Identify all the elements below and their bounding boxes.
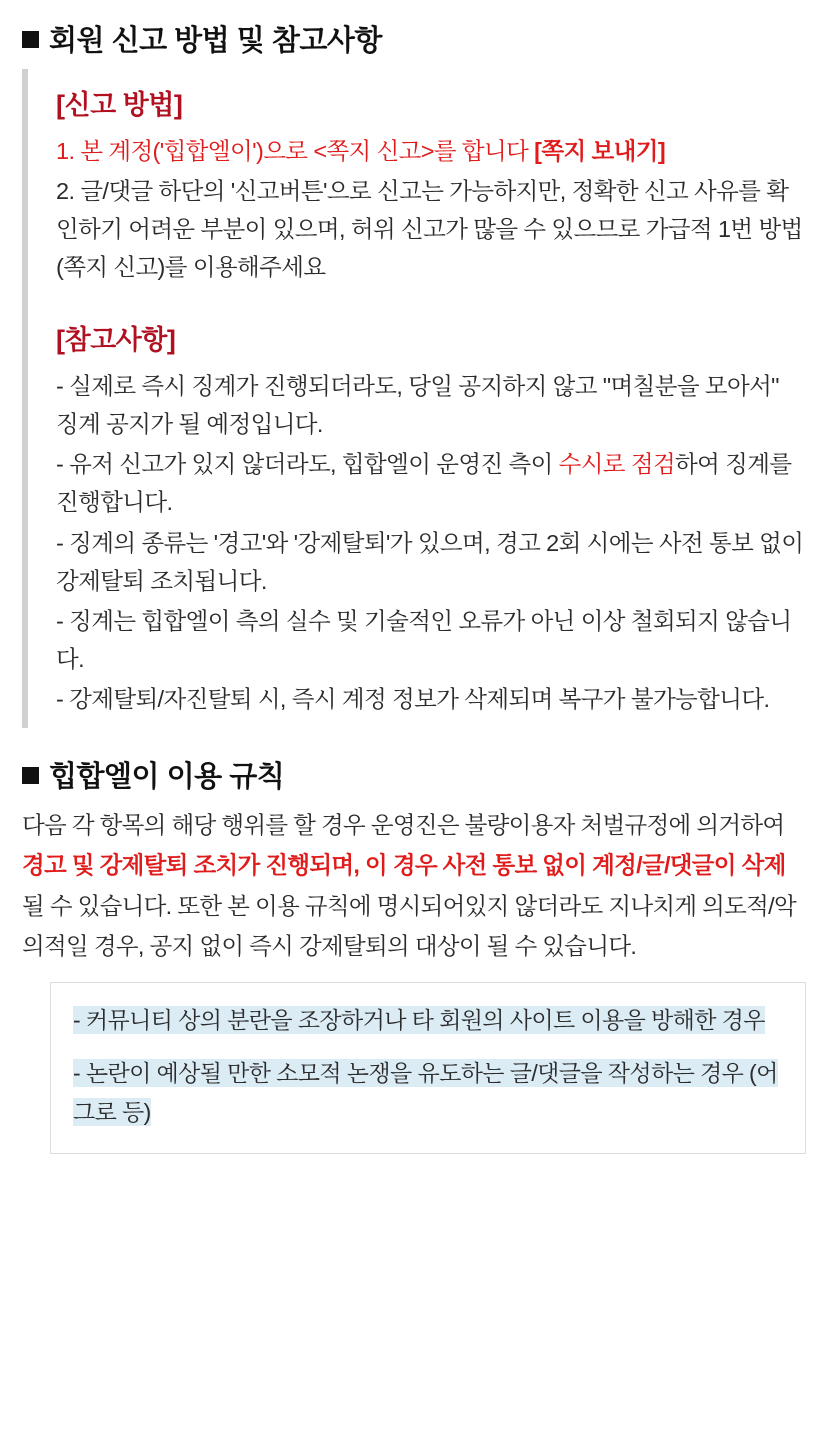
rule-item-text: - 논란이 예상될 만한 소모적 논쟁을 유도하는 글/댓글을 작성하는 경우 (어그로 등): [73, 1060, 778, 1125]
section-heading-text: 힙합엘이 이용 규칙: [49, 760, 285, 793]
note-line-1: - 실제로 즉시 징계가 진행되더라도, 당일 공지하지 않고 "며칠분을 모아서" 징계 공지가 될 예정입니다.: [56, 373, 779, 438]
rule-item-text: - 커뮤니티 상의 분란을 조장하거나 타 회원의 사이트 이용을 방해한 경우: [73, 1007, 765, 1034]
note-line-2-part-2: 하여 징계를 진행합니다.: [56, 451, 792, 516]
square-bullet-icon: [22, 31, 39, 48]
section-heading-text: 회원 신고 방법 및 참고사항: [49, 25, 382, 57]
report-method-line-2: 2. 글/댓글 하단의 '신고버튼'으로 신고는 가능하지만, 정확한 신고 사유를 확인하기 어려운 부분이 있으며, 허위 신고가 많을 수 있으므로 가급적 1번 방법(쪽지 신고)를 이용해주세요: [56, 178, 803, 281]
usage-rules-intro-emphasis: 경고 및 강제탈퇴 조치가 진행되며, 이 경우 사전 통보 없이 계정/글/댓글이 삭제: [22, 852, 786, 879]
rule-item: [73, 1001, 783, 1040]
note-line-2-emphasis: 수시로 점검: [558, 451, 676, 478]
rules-box: [50, 982, 806, 1154]
subheading-notes: [참고사항]: [56, 325, 176, 356]
report-method-line-1: [56, 132, 806, 170]
square-bullet-icon: [22, 767, 39, 784]
note-line-2-part-1: - 유저 신고가 있지 않더라도, 힙합엘이 운영진 측이: [56, 451, 559, 478]
send-message-link[interactable]: [쪽지 보내기]: [534, 138, 666, 164]
report-method-line-1-text: 1. 본 계정('힙합엘이')으로 <쪽지 신고>를 합니다: [56, 138, 535, 164]
section-heading-usage-rules: [22, 754, 806, 795]
quote-block-report-method: [22, 69, 806, 728]
rule-item: [73, 1054, 783, 1131]
usage-rules-intro-part-2: 될 수 있습니다. 또한 본 이용 규칙에 명시되어있지 않더라도 지나치게 의도적/악의적일 경우, 공지 없이 즉시 강제탈퇴의 대상이 될 수 있습니다.: [22, 892, 796, 960]
subheading-report-method: [신고 방법]: [56, 90, 183, 120]
spacer: [56, 288, 806, 310]
usage-rules-intro: [22, 805, 806, 967]
note-line-2: [56, 445, 806, 521]
note-line-3: - 징계의 종류는 '경고'와 '강제탈퇴'가 있으며, 경고 2회 시에는 사전 통보 없이 강제탈퇴 조치됩니다.: [56, 529, 804, 594]
usage-rules-intro-part-1: 다음 각 항목의 해당 행위를 할 경우 운영진은 불량이용자 처벌규정에 의거하여: [22, 811, 785, 838]
section-heading-report-method: [22, 18, 806, 59]
note-line-4: - 징계는 힙합엘이 측의 실수 및 기술적인 오류가 아닌 이상 철회되지 않습니다.: [56, 607, 792, 672]
note-line-5: - 강제탈퇴/자진탈퇴 시, 즉시 계정 정보가 삭제되며 복구가 불가능합니다.: [56, 685, 770, 712]
